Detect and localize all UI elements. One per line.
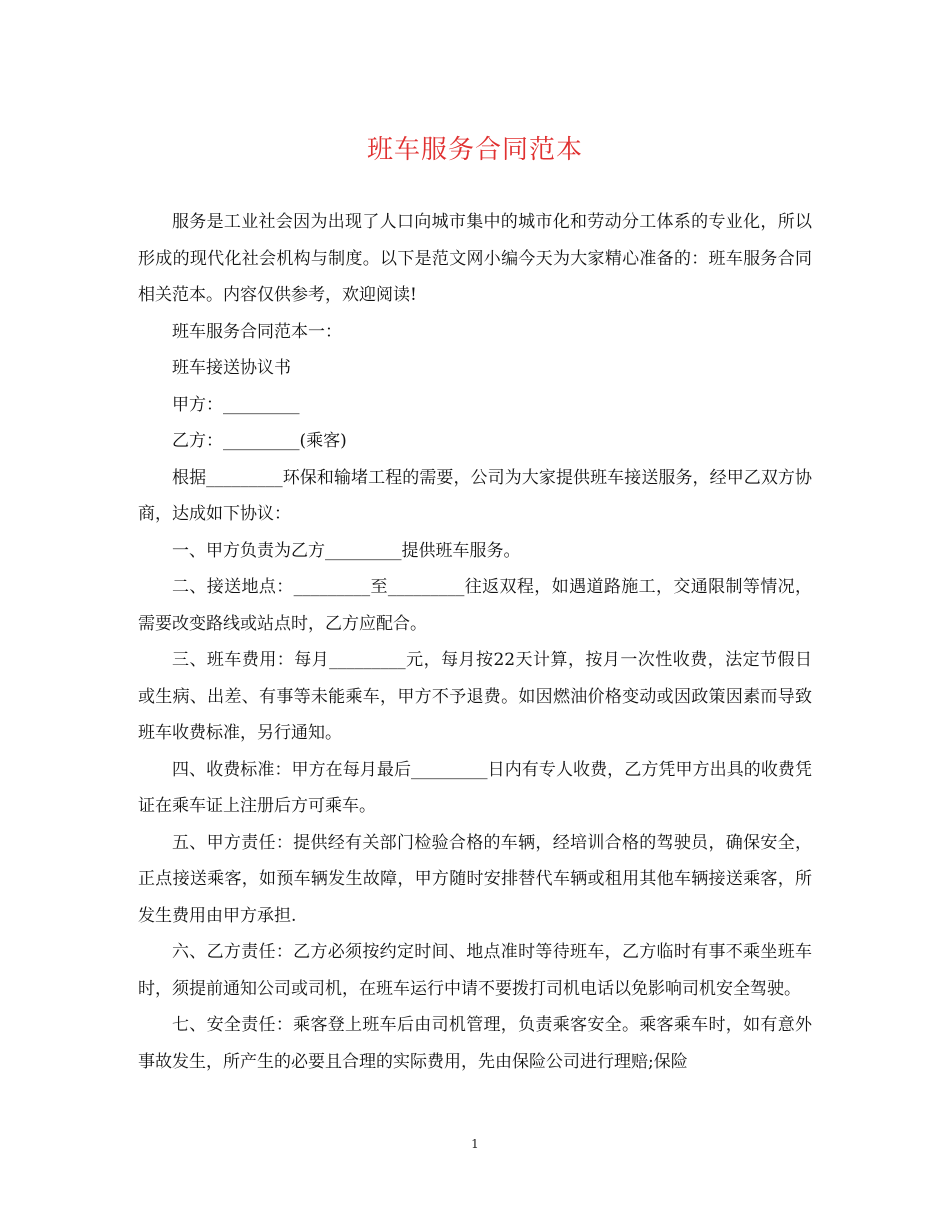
paragraph-party-b: 乙方：_________(乘客): [172, 431, 347, 451]
paragraph-clause-6: 六、乙方责任：乙方必须按约定时间、地点准时等待班车，乙方临时有事不乘坐班车时，须提前通知公司或司机，在班车运行中请不要拨打司机电话以免影响司机安全驾驶。: [138, 942, 812, 999]
paragraph-clause-1: 一、甲方负责为乙方_________提供班车服务。: [172, 540, 521, 561]
paragraph-clause-5: 五、甲方责任：提供经有关部门检验合格的车辆，经培训合格的驾驶员，确保安全，正点接送乘客，如预车辆发生故障，甲方随时安排替代车辆或租用其他车辆接送乘客，所发生费用由甲方承担.: [138, 832, 812, 926]
paragraph-agreement-name: 班车接送协议书: [172, 358, 291, 378]
paragraph-intro: 服务是工业社会因为出现了人口向城市集中的城市化和劳动分工体系的专业化，所以形成的现代化社会机构与制度。以下是范文网小编今天为大家精心准备的：班车服务合同相关范本。内容仅供参考，欢迎阅读!: [138, 212, 812, 305]
paragraph-clause-2: 二、接送地点：_________至_________往返双程，如遇道路施工，交通限制等情况，需要改变路线或站点时，乙方应配合。: [138, 577, 812, 634]
page-number: 1: [471, 1137, 479, 1151]
paragraph-party-a: 甲方：_________: [172, 394, 300, 415]
paragraph-preamble: 根据_________环保和输堵工程的需要，公司为大家提供班车接送服务，经甲乙双方协商，达成如下协议：: [138, 467, 812, 524]
document-body: [138, 204, 812, 1080]
paragraph-sample-heading: 班车服务合同范本一：: [172, 321, 342, 342]
paragraph-clause-3: 三、班车费用：每月_________元，每月按22天计算，按月一次性收费，法定节假日或生病、出差、有事等未能乘车，甲方不予退费。如因燃油价格变动或因政策因素而导致班车收费标准，另行通知。: [138, 650, 812, 743]
paragraph-clause-4: 四、收费标准：甲方在每月最后_________日内有专人收费，乙方凭甲方出具的收费凭证在乘车证上注册后方可乘车。: [138, 759, 812, 816]
document-title: 班车服务合同范本: [366, 135, 583, 165]
paragraph-clause-7: 七、安全责任：乘客登上班车后由司机管理，负责乘客安全。乘客乘车时，如有意外事故发生，所产生的必要且合理的实际费用，先由保险公司进行理赔;保险: [138, 1015, 812, 1072]
